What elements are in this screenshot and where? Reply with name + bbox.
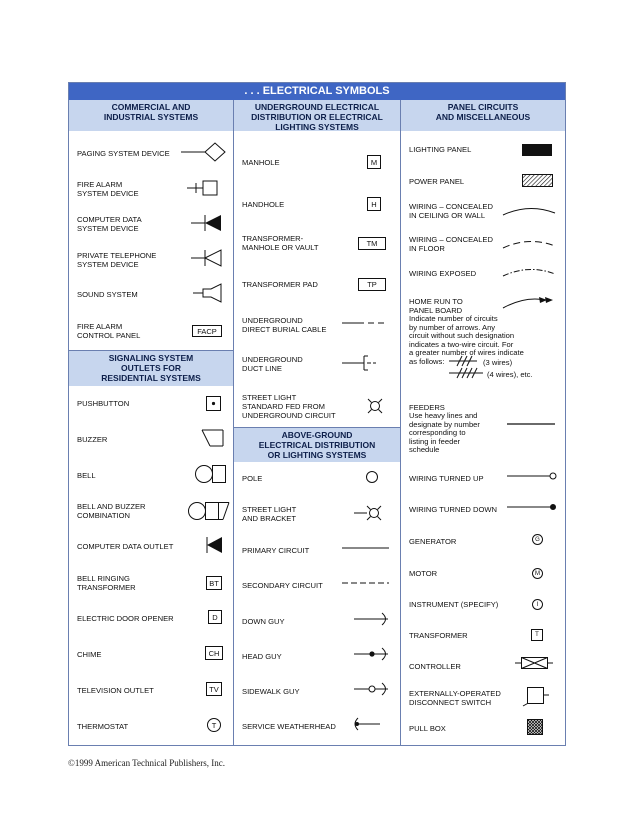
- label-computer-data: [77, 215, 142, 233]
- header-line: INDUSTRIAL SYSTEMS: [103, 112, 199, 122]
- head-guy-icon: [354, 646, 390, 662]
- label-line: UNDERGROUND CIRCUIT: [242, 411, 336, 420]
- paging-device-icon: [181, 142, 231, 162]
- label-three-wires: (3 wires): [483, 358, 513, 367]
- label-sound-system: SOUND SYSTEM: [77, 290, 138, 299]
- label-line: BELL RINGING: [77, 574, 130, 583]
- column-panel-circuits: [401, 100, 565, 745]
- label-line: STREET LIGHT: [242, 505, 297, 514]
- label-thermostat: THERMOSTAT: [77, 722, 129, 731]
- label-line: WIRING – CONCEALED: [409, 235, 493, 244]
- secondary-circuit-line-icon: [342, 580, 390, 586]
- label-line: UNDERGROUND: [242, 316, 303, 325]
- label-sidewalk-guy: SIDEWALK GUY: [242, 687, 300, 696]
- label-transformer-manhole: [242, 234, 319, 252]
- home-run-icon: [501, 294, 557, 310]
- label-line: HOME RUN TO: [409, 297, 463, 306]
- label-home-run: [409, 297, 463, 315]
- label-transformer: TRANSFORMER: [409, 631, 468, 640]
- label-wiring-floor: [409, 235, 493, 253]
- label-pushbutton: PUSHBUTTON: [77, 399, 130, 408]
- feeders-line-icon: [507, 421, 557, 427]
- street-light-bracket-icon: [354, 503, 386, 523]
- bell-icon: [194, 464, 228, 484]
- label-power-panel: POWER PANEL: [409, 177, 465, 186]
- column-header-above-ground: [234, 427, 400, 462]
- label-head-guy: HEAD GUY: [242, 652, 282, 661]
- handhole-box-icon: H: [367, 197, 381, 211]
- copyright-footer: ©1999 American Technical Publishers, Inc.: [68, 758, 226, 768]
- label-line: SYSTEM DEVICE: [77, 224, 139, 233]
- wiring-ceiling-icon: [501, 203, 557, 217]
- label-private-telephone: [77, 251, 156, 269]
- wiring-exposed-icon: [501, 264, 557, 278]
- label-motor: MOTOR: [409, 569, 438, 578]
- label-line: TRANSFORMER-: [242, 234, 304, 243]
- label-paging: PAGING SYSTEM DEVICE: [77, 149, 170, 158]
- header-line: LIGHTING SYSTEMS: [275, 122, 359, 132]
- note-line: listing in feeder: [409, 436, 461, 446]
- label-street-light-underground: [242, 393, 336, 420]
- label-line: SYSTEM DEVICE: [77, 189, 139, 198]
- transformer-manhole-box-icon: TM: [358, 237, 386, 250]
- label-line: PANEL BOARD: [409, 306, 463, 315]
- feeders-note: [409, 412, 480, 455]
- label-bell-ringing: [77, 574, 136, 592]
- column-header-underground: [234, 100, 400, 131]
- three-wires-icon: [449, 355, 479, 367]
- label-feeders: FEEDERS: [409, 403, 445, 412]
- label-service-weatherhead: SERVICE WEATHERHEAD: [242, 722, 336, 731]
- fire-alarm-device-icon: [187, 178, 227, 198]
- header-line: AND MISCELLANEOUS: [435, 112, 531, 122]
- chart-title: . . . ELECTRICAL SYMBOLS: [69, 83, 565, 100]
- pole-icon: [365, 470, 379, 484]
- four-wires-icon: [449, 367, 485, 379]
- chime-box-icon: CH: [205, 646, 223, 660]
- note-line: a greater number of wires indicate: [409, 348, 524, 358]
- power-panel-icon: [522, 174, 554, 188]
- buzzer-icon: [200, 428, 226, 448]
- label-direct-burial: [242, 316, 326, 334]
- label-line: DUCT LINE: [242, 364, 282, 373]
- header-line: OUTLETS FOR: [121, 363, 181, 373]
- lighting-panel-icon: [522, 144, 552, 156]
- label-line: STREET LIGHT: [242, 393, 297, 402]
- label-tv-outlet: TELEVISION OUTLET: [77, 686, 154, 695]
- manhole-box-icon: M: [367, 155, 381, 169]
- label-instrument: INSTRUMENT (SPECIFY): [409, 600, 499, 609]
- label-wiring-turned-up: WIRING TURNED UP: [409, 474, 484, 483]
- label-wiring-exposed: WIRING EXPOSED: [409, 269, 477, 278]
- controller-icon: [515, 655, 555, 671]
- note-line: as follows:: [409, 356, 445, 366]
- street-light-standard-icon: [365, 396, 385, 416]
- label-line: BELL AND BUZZER: [77, 502, 146, 511]
- label-controller: CONTROLLER: [409, 662, 461, 671]
- label-line: DIRECT BURIAL CABLE: [242, 325, 327, 334]
- note-line: Indicate number of circuits: [409, 314, 498, 323]
- header-line: DISTRIBUTION OR ELECTRICAL: [251, 112, 383, 122]
- label-line: DISCONNECT SWITCH: [409, 698, 492, 707]
- label-secondary-circuit: SECONDARY CIRCUIT: [242, 581, 323, 590]
- pull-box-icon: [527, 719, 545, 737]
- label-fire-alarm: [77, 180, 139, 198]
- label-line: EXTERNALLY-OPERATED: [409, 689, 501, 698]
- bell-ringing-box-icon: BT: [206, 576, 222, 590]
- label-line: FIRE ALARM: [77, 180, 123, 189]
- thermostat-circle-icon: T: [207, 718, 221, 732]
- column-header-commercial: [69, 100, 233, 131]
- label-buzzer: BUZZER: [77, 435, 108, 444]
- label-transformer-pad: TRANSFORMER PAD: [242, 280, 318, 289]
- label-handhole: HANDHOLE: [242, 200, 285, 209]
- sound-system-icon: [193, 283, 227, 303]
- label-wiring-ceiling: [409, 202, 493, 220]
- computer-data-device-icon: [191, 213, 227, 233]
- note-line: designate by number: [409, 419, 480, 429]
- label-line: UNDERGROUND: [242, 355, 303, 364]
- tv-box-icon: TV: [206, 682, 222, 696]
- label-down-guy: DOWN GUY: [242, 617, 285, 626]
- transformer-icon: T: [531, 629, 543, 641]
- label-line: COMPUTER DATA: [77, 215, 142, 224]
- column-underground: [234, 100, 401, 745]
- header-line: UNDERGROUND ELECTRICAL: [254, 102, 380, 112]
- service-weatherhead-icon: [352, 717, 382, 731]
- label-lighting-panel: LIGHTING PANEL: [409, 145, 472, 154]
- label-door-opener: ELECTRIC DOOR OPENER: [77, 614, 174, 623]
- wiring-turned-down-icon: [507, 501, 559, 513]
- header-line: SIGNALING SYSTEM: [108, 353, 194, 363]
- label-line: CONTROL PANEL: [77, 331, 141, 340]
- header-line: PANEL CIRCUITS: [447, 102, 519, 112]
- note-line: circuit without such designation: [409, 331, 515, 341]
- instrument-icon: I: [532, 599, 543, 610]
- primary-circuit-line-icon: [342, 545, 390, 551]
- label-bell-buzzer: [77, 502, 146, 520]
- transformer-pad-box-icon: TP: [358, 278, 386, 291]
- label-duct-line: [242, 355, 303, 373]
- note-line: indicates a two-wire circuit. For: [409, 339, 514, 349]
- duct-line-icon: [342, 354, 390, 372]
- label-line: AND BRACKET: [242, 514, 297, 523]
- label-line: WIRING – CONCEALED: [409, 202, 493, 211]
- label-line: IN CEILING OR WALL: [409, 211, 486, 220]
- note-line: corresponding to: [409, 428, 466, 438]
- label-line: TRANSFORMER: [77, 583, 136, 592]
- header-line: COMMERCIAL AND: [111, 102, 191, 112]
- label-line: SYSTEM DEVICE: [77, 260, 139, 269]
- header-line: RESIDENTIAL SYSTEMS: [101, 373, 201, 383]
- motor-icon: M: [532, 568, 543, 579]
- header-line: OR LIGHTING SYSTEMS: [267, 450, 367, 460]
- column-header-signaling: [69, 350, 233, 386]
- label-manhole: MANHOLE: [242, 158, 280, 167]
- label-line: FIRE ALARM: [77, 322, 123, 331]
- label-four-wires: (4 wires), etc.: [487, 370, 533, 379]
- generator-icon: G: [532, 534, 543, 545]
- computer-outlet-icon: [205, 535, 225, 555]
- telephone-device-icon: [191, 248, 227, 268]
- label-wiring-turned-down: WIRING TURNED DOWN: [409, 505, 498, 514]
- label-line: PRIVATE TELEPHONE: [77, 251, 157, 260]
- label-bell: BELL: [77, 471, 96, 480]
- door-opener-box-icon: D: [208, 610, 222, 624]
- facp-box-icon: FACP: [192, 325, 222, 337]
- wiring-floor-icon: [501, 236, 557, 250]
- note-line: schedule: [409, 445, 440, 455]
- column-commercial: [69, 100, 234, 745]
- label-generator: GENERATOR: [409, 537, 457, 546]
- label-line: MANHOLE OR VAULT: [242, 243, 319, 252]
- label-computer-outlet: COMPUTER DATA OUTLET: [77, 542, 174, 551]
- label-pull-box: PULL BOX: [409, 724, 446, 733]
- pushbutton-icon: [206, 396, 222, 412]
- label-line: IN FLOOR: [409, 244, 445, 253]
- bell-buzzer-icon: [187, 500, 231, 522]
- note-line: by number of arrows. Any: [409, 322, 496, 332]
- sidewalk-guy-icon: [354, 681, 390, 697]
- label-pole: POLE: [242, 474, 263, 483]
- label-facp: [77, 322, 140, 340]
- column-header-panel: [401, 100, 565, 131]
- label-line: COMBINATION: [77, 511, 131, 520]
- direct-burial-line-icon: [342, 320, 392, 326]
- note-line: Use heavy lines and: [409, 411, 478, 420]
- header-line: ELECTRICAL DISTRIBUTION: [258, 440, 376, 450]
- label-primary-circuit: PRIMARY CIRCUIT: [242, 546, 310, 555]
- label-disconnect-switch: [409, 689, 501, 707]
- label-line: STANDARD FED FROM: [242, 402, 325, 411]
- electrical-symbols-chart: [68, 82, 566, 746]
- label-street-light-bracket: [242, 505, 296, 523]
- wiring-turned-up-icon: [507, 470, 559, 482]
- down-guy-icon: [354, 611, 390, 627]
- header-line: ABOVE-GROUND: [281, 430, 353, 440]
- label-chime: CHIME: [77, 650, 102, 659]
- disconnect-switch-icon: [521, 687, 551, 707]
